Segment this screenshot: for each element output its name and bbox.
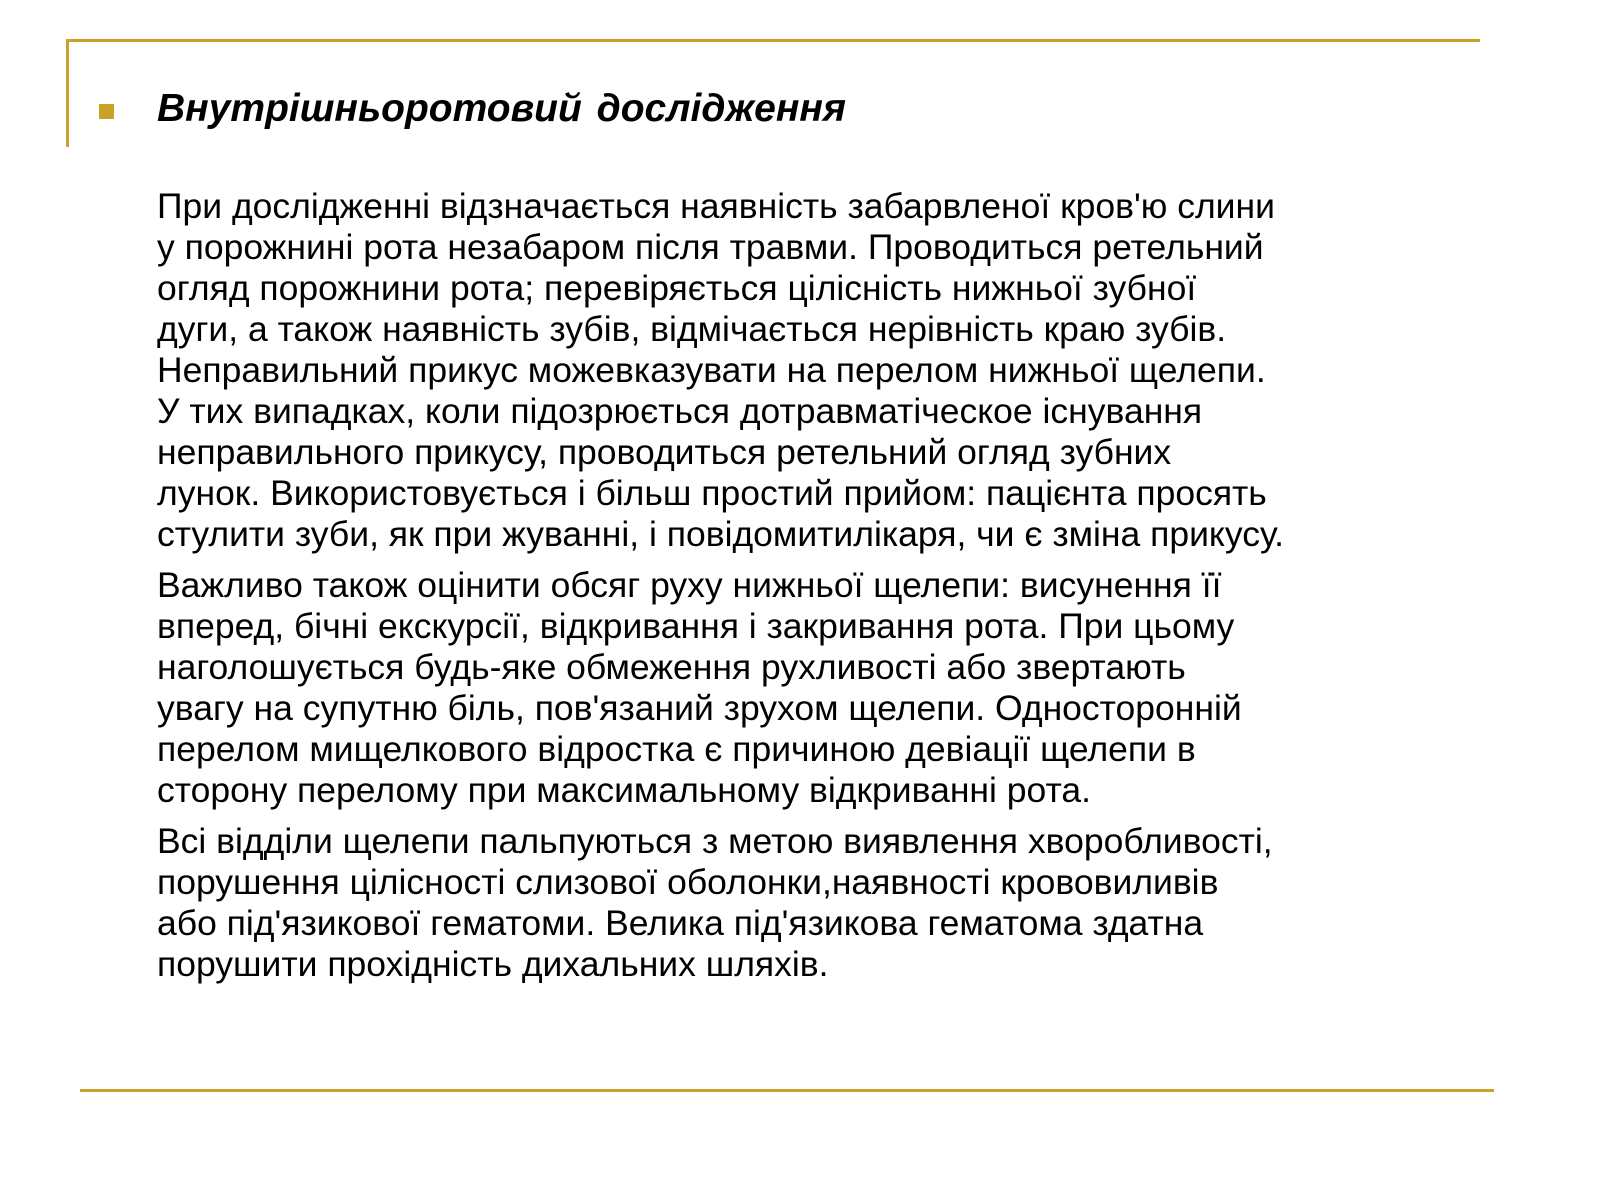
text-line: у порожнині рота незабаром після травми. Проводиться ретельний: [157, 227, 1264, 267]
slide-heading: Внутрішньоротовий дослідження: [157, 87, 846, 130]
text-line: У тих випадках, коли підозрюється дотравматіческое існування: [157, 391, 1203, 431]
text-line: вперед, бічні екскурсії, відкривання і закривання рота. При цьому: [157, 606, 1235, 646]
text-line: перелом мищелкового відростка є причиною девіації щелепи в: [157, 729, 1196, 769]
text-line: порушення цілісності слизової оболонки,наявності крововиливів: [157, 862, 1219, 902]
square-bullet-icon: [99, 104, 114, 119]
left-rule: [66, 39, 69, 147]
paragraph-3: [157, 821, 1557, 985]
text-line: Неправильний прикус можевказувати на перелом нижньої щелепи.: [157, 350, 1266, 390]
top-rule: [66, 39, 1480, 42]
slide-body: [157, 186, 1557, 995]
text-line: лунок. Використовується і більш простий прийом: пацієнта просять: [157, 473, 1267, 513]
text-line: Всі відділи щелепи пальпуються з метою виявлення хворобливості,: [157, 821, 1273, 861]
text-line: неправильного прикусу, проводиться ретельний огляд зубних: [157, 432, 1172, 472]
text-line: наголошується будь-яке обмеження рухливості або звертають: [157, 647, 1186, 687]
paragraph-2: [157, 565, 1557, 811]
text-line: дуги, а також наявність зубів, відмічається нерівність краю зубів.: [157, 309, 1227, 349]
text-line: Важливо також оцінити обсяг руху нижньої щелепи: висунення її: [157, 565, 1222, 605]
paragraph-1: [157, 186, 1557, 555]
text-line: стулити зуби, як при жуванні, і повідомитилікаря, чи є зміна прикусу.: [157, 514, 1285, 554]
text-line: порушити прохідність дихальних шляхів.: [157, 944, 829, 984]
text-line: увагу на супутню біль, пов'язаний зрухом щелепи. Односторонній: [157, 688, 1242, 728]
bottom-rule: [80, 1089, 1494, 1092]
text-line: або під'язикової гематоми. Велика під'язикова гематома здатна: [157, 903, 1204, 943]
text-line: При дослідженні відзначається наявність забарвленої кров'ю слини: [157, 186, 1275, 226]
text-line: огляд порожнини рота; перевіряється цілісність нижньої зубної: [157, 268, 1197, 308]
text-line: сторону перелому при максимальному відкриванні рота.: [157, 770, 1091, 810]
